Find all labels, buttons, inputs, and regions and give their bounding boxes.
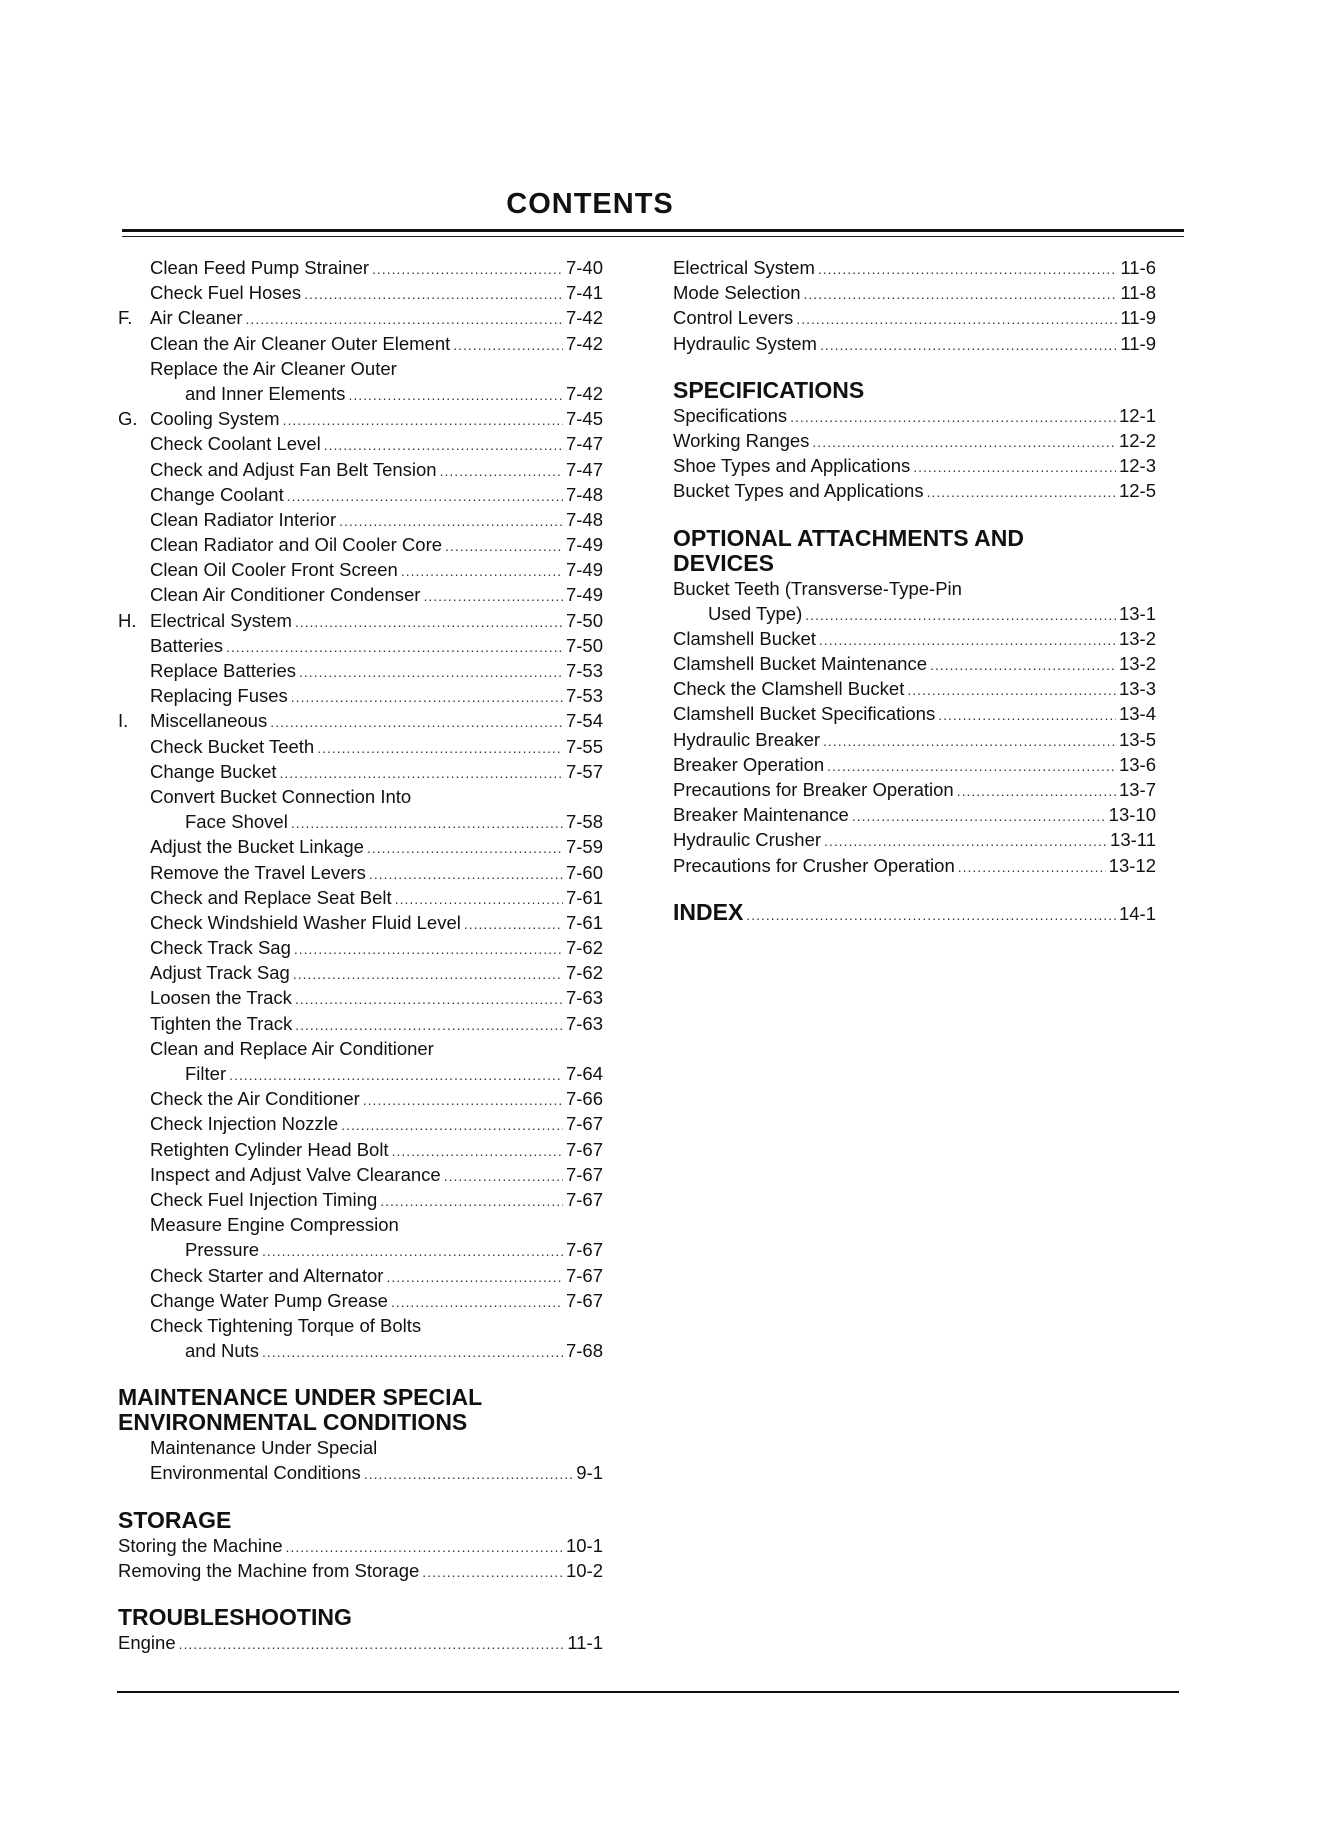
toc-row[interactable] <box>118 1011 603 1036</box>
toc-entry-text: Change Coolant <box>150 483 284 505</box>
toc-row[interactable] <box>118 860 603 885</box>
section-heading-optional-line1: OPTIONAL ATTACHMENTS AND <box>673 524 1024 551</box>
dot-leader <box>299 660 563 685</box>
toc-page-number: 7-42 <box>565 382 603 404</box>
toc-row[interactable] <box>118 280 603 305</box>
dot-leader <box>440 459 563 484</box>
toc-page-number: 7-67 <box>565 1113 603 1135</box>
toc-entry-text: Hydraulic Crusher <box>673 829 822 851</box>
toc-page-number: 7-54 <box>565 710 603 732</box>
toc-entry-text: Check Track Sag <box>150 937 291 959</box>
toc-row[interactable] <box>118 507 603 532</box>
toc-row[interactable] <box>118 406 603 431</box>
toc-entry-text: Maintenance Under Special <box>150 1437 378 1459</box>
toc-row[interactable] <box>118 1533 603 1558</box>
toc-page-number: 7-61 <box>565 886 603 908</box>
toc-row[interactable] <box>118 834 603 859</box>
toc-page-number: 7-49 <box>565 534 603 556</box>
toc-page-number: 13-10 <box>1108 804 1156 826</box>
toc-row[interactable] <box>118 910 603 935</box>
toc-row[interactable] <box>673 255 1156 280</box>
toc-entry-text: Check and Replace Seat Belt <box>150 886 392 908</box>
dot-leader <box>957 779 1116 804</box>
toc-row[interactable] <box>118 1338 603 1363</box>
toc-page-number: 7-66 <box>565 1088 603 1110</box>
toc-row[interactable] <box>118 1460 603 1485</box>
dot-leader <box>819 628 1116 653</box>
toc-page-number: 7-63 <box>565 987 603 1009</box>
toc-page-number: 7-67 <box>565 1163 603 1185</box>
dot-leader <box>827 754 1116 779</box>
toc-entry-text: INDEX <box>673 898 744 925</box>
dot-leader <box>422 1560 563 1585</box>
toc-row[interactable] <box>673 676 1156 701</box>
toc-list-maintenance-items <box>118 255 603 1363</box>
section-heading-maintenance-line2: ENVIRONMENTAL CONDITIONS <box>118 1409 468 1436</box>
dot-leader <box>927 480 1116 505</box>
toc-page-number: 12-5 <box>1118 480 1156 502</box>
toc-row[interactable] <box>118 708 603 733</box>
toc-entry-text: Check Windshield Washer Fluid Level <box>150 911 461 933</box>
dot-leader <box>401 559 563 584</box>
toc-entry-text: Face Shovel <box>185 811 288 833</box>
toc-row[interactable] <box>118 381 603 406</box>
toc-row[interactable] <box>118 759 603 784</box>
toc-entry-text: Clamshell Bucket Specifications <box>673 703 936 725</box>
toc-row[interactable] <box>673 853 1156 878</box>
dot-leader <box>852 804 1106 829</box>
dot-leader <box>938 703 1116 728</box>
toc-row[interactable] <box>118 1036 603 1061</box>
dot-leader <box>391 1290 563 1315</box>
toc-row[interactable] <box>118 1212 603 1237</box>
toc-entry-text: Filter <box>185 1063 227 1084</box>
toc-entry-text: Working Ranges <box>673 429 810 451</box>
toc-row[interactable] <box>118 1558 603 1583</box>
toc-row[interactable] <box>118 1111 603 1136</box>
toc-page-number: 13-5 <box>1118 728 1156 750</box>
toc-row[interactable] <box>118 683 603 708</box>
toc-page-number: 11-1 <box>567 1632 603 1653</box>
toc-entry-text: Check Coolant Level <box>150 433 321 455</box>
dot-leader <box>367 836 563 861</box>
section-heading-storage: STORAGE <box>118 1506 232 1533</box>
toc-page-number: 9-1 <box>576 1462 603 1484</box>
toc-entry-text: Breaker Maintenance <box>673 804 849 826</box>
dot-leader <box>229 1063 563 1088</box>
toc-page-number: 13-4 <box>1118 703 1156 725</box>
toc-entry-text: Check the Air Conditioner <box>150 1088 360 1110</box>
toc-entry-text: Electrical System <box>673 257 815 278</box>
toc-list-troubleshooting-cont <box>673 255 1156 356</box>
toc-entry-text: Hydraulic System <box>673 332 817 354</box>
dot-leader <box>824 829 1107 854</box>
toc-page-number: 13-2 <box>1118 627 1156 649</box>
toc-page-number: 13-11 <box>1110 829 1156 851</box>
dot-leader <box>348 383 563 408</box>
toc-row[interactable] <box>118 482 603 507</box>
toc-entry-text: Air Cleaner <box>150 307 243 329</box>
bottom-rule <box>117 1691 1179 1693</box>
dot-leader <box>324 433 563 458</box>
toc-entry-text: Check Bucket Teeth <box>150 735 315 757</box>
toc-entry-text: Pressure <box>185 1239 260 1261</box>
toc-page-number: 7-60 <box>565 861 603 883</box>
dot-leader <box>317 736 563 761</box>
toc-row[interactable] <box>118 582 603 607</box>
toc-row[interactable] <box>118 557 603 582</box>
toc-entry-text: Check Starter and Alternator <box>150 1264 384 1286</box>
toc-entry-text: Precautions for Crusher Operation <box>673 854 955 876</box>
toc-entry-text: Mode Selection <box>673 282 801 304</box>
toc-page-number: 7-40 <box>565 257 603 278</box>
toc-entry-text: Check the Clamshell Bucket <box>673 678 905 700</box>
dot-leader <box>262 1239 563 1264</box>
toc-entry-text: Precautions for Breaker Operation <box>673 779 954 800</box>
toc-row[interactable] <box>673 331 1156 356</box>
toc-page-number: 7-55 <box>565 735 603 757</box>
toc-entry-text: Clamshell Bucket Maintenance <box>673 653 927 675</box>
top-rule-thick <box>122 229 1184 232</box>
toc-page-number: 7-67 <box>565 1264 603 1286</box>
toc-page-number: 7-63 <box>565 1012 603 1034</box>
toc-row[interactable] <box>118 935 603 960</box>
toc-entry-text: Bucket Types and Applications <box>673 480 924 502</box>
toc-row[interactable] <box>118 1137 603 1162</box>
dot-leader <box>444 1164 563 1189</box>
section-heading-troubleshooting: TROUBLESHOOTING <box>118 1604 352 1630</box>
toc-row-index[interactable] <box>673 900 1156 925</box>
toc-section-letter: H. <box>118 609 137 631</box>
toc-list-optional <box>673 576 1156 878</box>
toc-entry-text: Check Injection Nozzle <box>150 1113 339 1135</box>
toc-page-number: 10-2 <box>565 1559 603 1581</box>
toc-page-number: 7-45 <box>565 408 603 430</box>
toc-entry-text: Environmental Conditions <box>150 1462 361 1484</box>
dot-leader <box>818 257 1117 282</box>
toc-row[interactable] <box>118 1061 603 1086</box>
toc-entry-text: Clean the Air Cleaner Outer Element <box>150 332 451 354</box>
section-heading-optional-line2: DEVICES <box>673 549 774 576</box>
toc-entry-text: Adjust the Bucket Linkage <box>150 836 364 858</box>
toc-page-number: 7-67 <box>565 1239 603 1261</box>
toc-page-number: 13-12 <box>1108 854 1156 876</box>
toc-entry-text: Bucket Teeth (Transverse-Type-Pin <box>673 577 962 599</box>
toc-entry-text: Inspect and Adjust Valve Clearance <box>150 1163 441 1185</box>
toc-entry-text: Replace Batteries <box>150 660 297 681</box>
dot-leader <box>913 455 1116 480</box>
toc-entry-text: Change Water Pump Grease <box>150 1289 388 1311</box>
toc-row[interactable] <box>673 752 1156 777</box>
toc-row[interactable] <box>673 777 1156 802</box>
dot-leader <box>820 333 1117 358</box>
dot-leader <box>179 1632 565 1657</box>
toc-page-number: 7-67 <box>565 1188 603 1210</box>
dot-leader <box>930 653 1116 678</box>
dot-leader <box>372 257 563 282</box>
toc-row[interactable] <box>118 532 603 557</box>
dot-leader <box>790 405 1116 430</box>
toc-entry-text: Check and Adjust Fan Belt Tension <box>150 458 437 480</box>
page-title: CONTENTS <box>506 188 674 220</box>
toc-section-letter: G. <box>118 408 138 430</box>
toc-row[interactable] <box>118 1237 603 1262</box>
toc-page-number: 7-41 <box>565 282 603 304</box>
toc-page-number: 7-47 <box>565 458 603 480</box>
toc-row[interactable] <box>673 727 1156 752</box>
toc-entry-text: Electrical System <box>150 609 292 631</box>
toc-entry-text: Loosen the Track <box>150 987 292 1009</box>
toc-page-number: 11-9 <box>1120 332 1156 354</box>
toc-entry-text: Clean Oil Cooler Front Screen <box>150 559 398 581</box>
toc-entry-text: Used Type) <box>708 602 803 624</box>
toc-page-number: 7-47 <box>565 433 603 455</box>
toc-row[interactable] <box>673 576 1156 601</box>
toc-row[interactable] <box>673 453 1156 478</box>
toc-entry-text: Convert Bucket Connection Into <box>150 785 412 807</box>
toc-row[interactable] <box>118 255 603 280</box>
toc-page-number: 11-9 <box>1120 307 1156 329</box>
dot-leader <box>363 1088 563 1113</box>
toc-row[interactable] <box>118 734 603 759</box>
toc-page-number: 7-58 <box>565 811 603 833</box>
dot-leader <box>280 761 563 786</box>
toc-entry-text: Control Levers <box>673 307 794 329</box>
toc-list-special-conditions <box>118 1435 603 1485</box>
toc-entry-text: Clean Radiator and Oil Cooler Core <box>150 534 443 556</box>
toc-page-number: 13-2 <box>1118 653 1156 675</box>
toc-row[interactable] <box>118 885 603 910</box>
toc-entry-text: Hydraulic Breaker <box>673 728 821 750</box>
toc-page-number: 7-64 <box>565 1063 603 1084</box>
toc-page-number: 12-3 <box>1118 455 1156 477</box>
toc-page-number: 14-1 <box>1118 902 1156 924</box>
toc-row[interactable] <box>673 428 1156 453</box>
toc-list-troubleshooting <box>118 1630 603 1655</box>
toc-entry-text: Clean and Replace Air Conditioner <box>150 1037 434 1059</box>
toc-entry-text: Check Fuel Injection Timing <box>150 1188 378 1210</box>
toc-entry-text: Replace the Air Cleaner Outer <box>150 357 397 379</box>
toc-entry-text: Shoe Types and Applications <box>673 455 911 477</box>
toc-page-number: 13-3 <box>1118 678 1156 700</box>
toc-entry-text: Tighten the Track <box>150 1012 293 1034</box>
toc-entry-text: Check Fuel Hoses <box>150 282 302 304</box>
dot-leader <box>958 855 1106 880</box>
toc-row[interactable] <box>118 1435 603 1460</box>
toc-entry-text: Batteries <box>150 634 224 656</box>
toc-page-number: 7-53 <box>565 685 603 707</box>
toc-page-number: 7-67 <box>565 1138 603 1160</box>
dot-leader <box>364 1462 573 1487</box>
dot-leader <box>287 484 563 509</box>
section-heading-maintenance-line1: MAINTENANCE UNDER SPECIAL <box>118 1384 483 1411</box>
toc-row[interactable] <box>118 985 603 1010</box>
dot-leader <box>283 408 563 433</box>
toc-entry-text: Clean Air Conditioner Condenser <box>150 584 421 606</box>
dot-leader <box>380 1189 563 1214</box>
toc-row[interactable] <box>118 960 603 985</box>
toc-entry-text: Miscellaneous <box>150 710 268 732</box>
toc-entry-text: and Inner Elements <box>185 382 346 404</box>
toc-row[interactable] <box>118 1630 603 1655</box>
toc-entry-text: Specifications <box>673 404 788 426</box>
toc-page-number: 12-1 <box>1118 404 1156 426</box>
toc-row[interactable] <box>118 633 603 658</box>
toc-entry-text: Cooling System <box>150 408 280 430</box>
dot-leader <box>339 509 563 534</box>
toc-page-number: 11-6 <box>1120 257 1156 278</box>
toc-row[interactable] <box>673 651 1156 676</box>
toc-list-specifications <box>673 403 1156 504</box>
toc-section-letter: I. <box>118 710 129 732</box>
toc-row[interactable] <box>673 802 1156 827</box>
toc-row[interactable] <box>673 403 1156 428</box>
dot-leader <box>262 1340 563 1365</box>
toc-page-number: 7-50 <box>565 634 603 656</box>
dot-leader <box>805 603 1116 628</box>
toc-row[interactable] <box>118 331 603 356</box>
dot-leader <box>445 534 563 559</box>
toc-page-number: 13-7 <box>1118 779 1156 800</box>
toc-entry-text: Clean Radiator Interior <box>150 508 337 530</box>
toc-page-number: 7-59 <box>565 836 603 858</box>
toc-page-number: 7-49 <box>565 559 603 581</box>
toc-page-number: 7-48 <box>565 508 603 530</box>
toc-row[interactable] <box>118 1187 603 1212</box>
toc-entry-text: Measure Engine Compression <box>150 1214 399 1236</box>
toc-row[interactable] <box>673 626 1156 651</box>
toc-page-number: 10-1 <box>565 1534 603 1556</box>
toc-entry-text: Change Bucket <box>150 760 277 782</box>
dot-leader <box>395 887 563 912</box>
toc-entry-text: Breaker Operation <box>673 753 825 775</box>
toc-row[interactable] <box>673 478 1156 503</box>
toc-page-number: 13-1 <box>1118 602 1156 624</box>
dot-leader <box>246 307 563 332</box>
toc-row[interactable] <box>673 701 1156 726</box>
dot-leader <box>291 811 563 836</box>
dot-leader <box>392 1139 563 1164</box>
dot-leader <box>295 610 563 635</box>
dot-leader <box>796 307 1117 332</box>
toc-page-number: 7-57 <box>565 760 603 782</box>
toc-entry-text: Clean Feed Pump Strainer <box>150 257 370 278</box>
toc-page-number: 7-67 <box>565 1289 603 1311</box>
dot-leader <box>423 584 563 609</box>
dot-leader <box>453 333 563 358</box>
toc-row[interactable] <box>118 1086 603 1111</box>
dot-leader <box>270 710 563 735</box>
toc-page-number: 7-42 <box>565 332 603 354</box>
toc-list-storage <box>118 1533 603 1583</box>
toc-section-letter: F. <box>118 307 133 329</box>
toc-row[interactable] <box>673 827 1156 852</box>
toc-row[interactable] <box>118 1288 603 1313</box>
toc-page-number: 13-6 <box>1118 753 1156 775</box>
toc-page-number: 11-8 <box>1120 282 1156 304</box>
top-rule-thin <box>122 236 1184 237</box>
dot-leader <box>291 685 563 710</box>
toc-page-number: 12-2 <box>1118 429 1156 451</box>
dot-leader <box>341 1113 563 1138</box>
dot-leader <box>464 912 563 937</box>
toc-entry-text: Adjust Track Sag <box>150 962 290 984</box>
toc-page-number: 7-62 <box>565 962 603 984</box>
toc-entry-text: Engine <box>118 1632 176 1653</box>
right-column <box>673 255 1156 925</box>
dot-leader <box>294 937 563 962</box>
toc-row[interactable] <box>673 305 1156 330</box>
dot-leader <box>295 987 563 1012</box>
toc-row[interactable] <box>118 658 603 683</box>
toc-entry-text: Removing the Machine from Storage <box>118 1559 420 1581</box>
dot-leader <box>812 430 1116 455</box>
dot-leader <box>286 1535 563 1560</box>
toc-row[interactable] <box>118 784 603 809</box>
toc-entry-text: and Nuts <box>185 1340 260 1362</box>
dot-leader <box>304 282 563 307</box>
toc-page-number: 7-50 <box>565 609 603 631</box>
dot-leader <box>295 1013 563 1038</box>
dot-leader <box>369 862 563 887</box>
toc-entry-text: Replacing Fuses <box>150 685 288 707</box>
toc-entry-text: Remove the Travel Levers <box>150 861 366 883</box>
dot-leader <box>746 903 1116 928</box>
toc-row[interactable] <box>118 809 603 834</box>
dot-leader <box>907 678 1116 703</box>
toc-row[interactable] <box>673 601 1156 626</box>
toc-row[interactable] <box>118 1263 603 1288</box>
toc-row[interactable] <box>118 431 603 456</box>
left-column <box>118 255 603 1655</box>
toc-entry-text: Clamshell Bucket <box>673 627 816 649</box>
toc-row[interactable] <box>118 305 603 330</box>
toc-page-number: 7-68 <box>565 1340 603 1362</box>
toc-row[interactable] <box>118 608 603 633</box>
toc-page-number: 7-48 <box>565 483 603 505</box>
toc-row[interactable] <box>673 280 1156 305</box>
dot-leader <box>823 729 1116 754</box>
toc-row[interactable] <box>118 356 603 381</box>
toc-page-number: 7-62 <box>565 937 603 959</box>
toc-row[interactable] <box>118 1313 603 1338</box>
toc-entry-text: Storing the Machine <box>118 1534 283 1556</box>
toc-entry-text: Check Tightening Torque of Bolts <box>150 1314 422 1336</box>
toc-row[interactable] <box>118 457 603 482</box>
dot-leader <box>386 1265 563 1290</box>
toc-row[interactable] <box>118 1162 603 1187</box>
toc-page-number: 7-42 <box>565 307 603 329</box>
dot-leader <box>804 282 1118 307</box>
dot-leader <box>226 635 563 660</box>
toc-page-number: 7-53 <box>565 660 603 681</box>
section-heading-specifications: SPECIFICATIONS <box>673 376 865 403</box>
toc-page-number: 7-61 <box>565 911 603 933</box>
dot-leader <box>293 962 563 987</box>
toc-page-number: 7-49 <box>565 584 603 606</box>
toc-entry-text: Retighten Cylinder Head Bolt <box>150 1138 389 1160</box>
